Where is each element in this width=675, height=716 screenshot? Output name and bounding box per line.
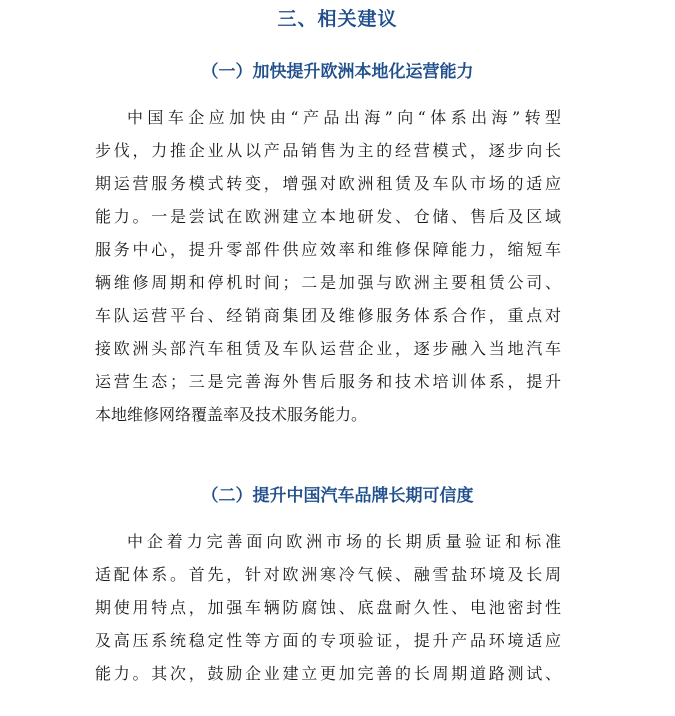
subsection-heading-2: （二）提升中国汽车品牌长期可信度 bbox=[201, 486, 474, 506]
paragraph-line: 中企着力完善面向欧洲市场的长期质量验证和标准 bbox=[127, 532, 561, 551]
paragraph-line: 运营生态；三是完善海外售后服务和技术培训体系，提升 bbox=[95, 372, 561, 391]
paragraph-line: 中国车企应加快由“产品出海”向“体系出海”转型 bbox=[127, 108, 561, 127]
paragraph-line: 期使用特点，加强车辆防腐蚀、底盘耐久性、电池密封性 bbox=[95, 598, 561, 617]
paragraph-line: 能力。一是尝试在欧洲建立本地研发、仓储、售后及区域 bbox=[95, 207, 561, 226]
paragraph-line: 及高压系统稳定性等方面的专项验证，提升产品环境适应 bbox=[95, 631, 561, 650]
paragraph-line: 本地维修网络覆盖率及技术服务能力。 bbox=[95, 405, 368, 424]
paragraph-line: 能力。其次，鼓励企业建立更加完善的长周期道路测试、 bbox=[95, 664, 561, 683]
section-title: 三、相关建议 bbox=[277, 8, 398, 30]
paragraph-line: 接欧洲头部汽车租赁及车队运营企业，逐步融入当地汽车 bbox=[95, 339, 561, 358]
subsection-heading-1: （一）加快提升欧洲本地化运营能力 bbox=[201, 62, 474, 82]
paragraph-2 bbox=[95, 525, 561, 690]
paragraph-line: 期运营服务模式转变，增强对欧洲租赁及车队市场的适应 bbox=[95, 174, 561, 193]
paragraph-line: 步伐，力推企业从以产品销售为主的经营模式，逐步向长 bbox=[95, 141, 561, 160]
paragraph-line: 车队运营平台、经销商集团及维修服务体系合作，重点对 bbox=[95, 306, 561, 325]
paragraph-1 bbox=[95, 101, 561, 431]
paragraph-line: 辆维修周期和停机时间；二是加强与欧洲主要租赁公司、 bbox=[95, 273, 561, 292]
paragraph-line: 适配体系。首先，针对欧洲寒冷气候、融雪盐环境及长周 bbox=[95, 565, 561, 584]
paragraph-line: 服务中心，提升零部件供应效率和维修保障能力，缩短车 bbox=[95, 240, 561, 259]
